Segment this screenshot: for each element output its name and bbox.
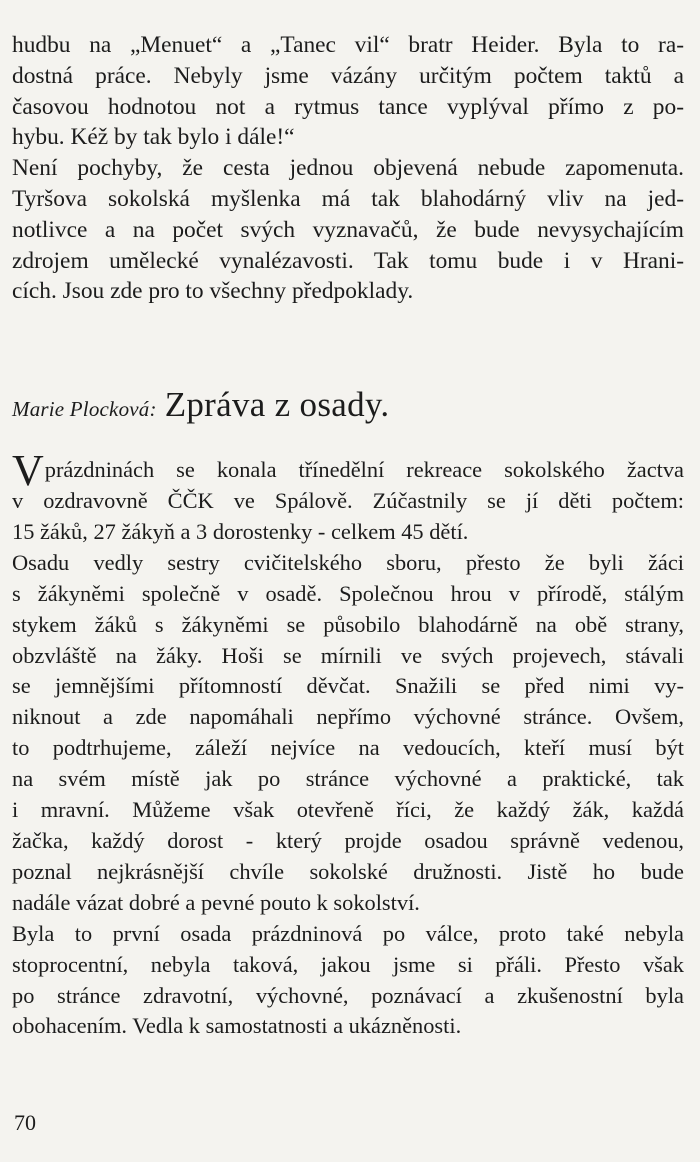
article-body [12,446,684,1042]
text-line: se jemnějšími přítomností děvčat. Snažili se před nimi vy- [12,673,684,699]
text-line: cích. Jsou zde pro to všechny předpoklady. [12,278,414,305]
article-author: Marie Plocková: [12,397,157,421]
first-line-text: prázdninách se konala třínedělní rekreace sokolského žactva [44,457,684,482]
text-line: dostná práce. Nebyly jsme vázány určitým počtem taktů a [12,62,684,89]
text-line: časovou hodnotou not a rytmus tance vyplýval přímo z po- [12,93,684,120]
text-line: hudbu na „Menuet“ a „Tanec vil“ bratr Heider. Byla to ra- [12,32,684,58]
text-line: hybu. Kéž by tak bylo i dále!“ [12,124,295,151]
article-paragraph [12,446,684,1042]
text-line: po stránce zdravotní, výchovné, poznávací a zkušenostní byla [12,982,684,1008]
text-line: poznal nejkrásnější chvíle sokolské družnosti. Jistě ho bude [12,858,684,884]
text-line: Tyršova sokolská myšlenka má tak blahodárný vliv na jed- [12,185,684,212]
page-number: 70 [14,1110,36,1135]
article-heading [12,385,684,425]
text-line: to podtrhujeme, záleží nejvíce na vedoucích, kteří musí být [12,735,684,761]
text-line: i mravní. Můžeme však otevřeně říci, že každý žák, každá [12,797,684,823]
text-line: zdrojem umělecké vynalézavosti. Tak tomu bude i v Hrani- [12,247,684,274]
text-line: notlivce a na počet svých vyznavačů, že bude nevysychajícím [12,216,684,243]
text-line: nadále vázat dobré a pevné pouto k sokolství. [12,889,420,915]
drop-cap: V [12,446,44,495]
text-line: v ozdravovně ČČK ve Spálově. Zúčastnily se jí děti počtem: [12,488,684,513]
intro-paragraph [12,30,684,307]
text-line: 15 žáků, 27 žákyň a 3 dorostenky - celkem 45 dětí. [12,518,469,544]
text-line-first [12,446,684,495]
text-line: žačka, každý dorost - který projde osadou správně vedenou, [12,827,684,853]
article-title: Zpráva z osady. [164,385,390,424]
text-line: stykem žáků s žákyněmi se působilo blahodárně na obě strany, [12,611,684,637]
intro-paragraph-block [12,30,684,307]
text-line: s žákyněmi společně v osadě. Společnou hrou v přírodě, stálým [12,580,684,606]
text-line: obzvláště na žáky. Hoši se mírnili ve svých projevech, stávali [12,642,684,668]
text-line: Není pochyby, že cesta jednou objevená nebude zapomenuta. [12,155,684,182]
text-line: Byla to první osada prázdninová po válce, proto také nebyla [12,920,684,946]
text-line: Osadu vedly sestry cvičitelského sboru, přesto že byli žáci [12,549,684,575]
text-line: obohacením. Vedla k samostatnosti a ukázněnosti. [12,1013,462,1039]
text-line: niknout a zde napomáhali nepřímo výchovné stránce. Ovšem, [12,704,684,730]
text-line: stoprocentní, nebyla taková, jakou jsme si přáli. Přesto však [12,951,684,977]
text-line: na svém místě jak po stránce výchovné a praktické, tak [12,766,684,792]
